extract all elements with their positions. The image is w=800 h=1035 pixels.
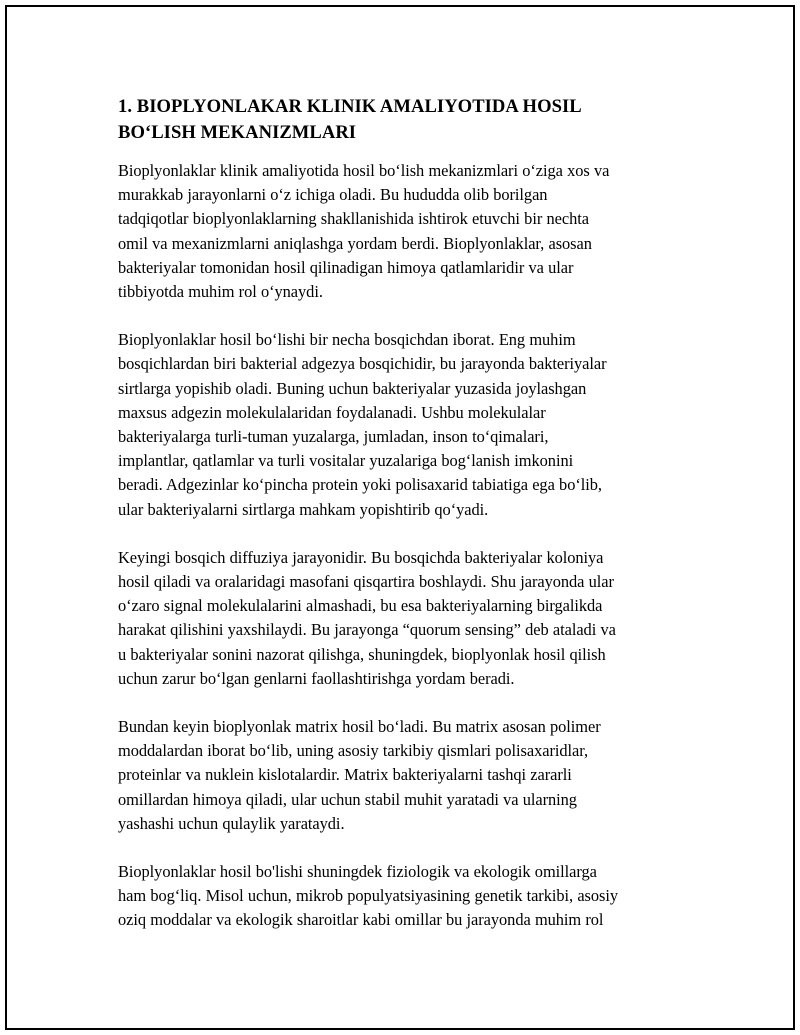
text-line: Bioplyonlaklar hosil bo‘lishi bir necha bosqichdan iborat. Eng muhim: [118, 330, 576, 350]
text-line: yashashi uchun qulaylik yarataydi.: [118, 813, 345, 833]
text-line: ham bog‘liq. Misol uchun, mikrob populyatsiyasining genetik tarkibi, asosiy: [118, 886, 618, 906]
text-line: harakat qilishini yaxshilaydi. Bu jarayonga “quorum sensing” deb ataladi va: [118, 620, 616, 640]
document-body: [118, 94, 693, 957]
text-line: omillardan himoya qiladi, ular uchun stabil muhit yaratadi va ularning: [118, 789, 577, 809]
text-line: u bakteriyalar sonini nazorat qilishga, shuningdek, bioplyonlak hosil qilish: [118, 644, 606, 664]
text-line: omil va mexanizmlarni aniqlashga yordam berdi. Bioplyonlaklar, asosan: [118, 233, 592, 253]
text-line: uchun zarur bo‘lgan genlarni faollashtirishga yordam beradi.: [118, 668, 515, 688]
text-line: maxsus adgezin molekulalaridan foydalanadi. Ushbu molekulalar: [118, 402, 546, 422]
text-line: murakkab jarayonlarni o‘z ichiga oladi. Bu hududda olib borilgan: [118, 185, 548, 205]
text-line: implantlar, qatlamlar va turli vositalar yuzalariga bog‘lanish imkonini: [118, 451, 574, 471]
text-line: Bioplyonlaklar hosil bo'lishi shuningdek fiziologik va ekologik omillarga: [118, 862, 597, 882]
text-line: hosil qiladi va oralaridagi masofani qisqartira boshlaydi. Shu jarayonda ular: [118, 572, 614, 592]
paragraph-adhesion: [118, 328, 693, 522]
paragraph-factors: [118, 860, 693, 933]
text-line: Keyingi bosqich diffuziya jarayonidir. Bu bosqichda bakteriyalar koloniya: [118, 547, 604, 567]
text-line: beradi. Adgezinlar ko‘pincha protein yoki polisaxarid tabiatiga ega bo‘lib,: [118, 475, 602, 495]
text-line: Bundan keyin bioplyonlak matrix hosil bo‘ladi. Bu matrix asosan polimer: [118, 717, 601, 737]
text-line: tadqiqotlar bioplyonlaklarning shakllanishida ishtirok etuvchi bir nechta: [118, 209, 589, 229]
paragraph-diffusion: [118, 546, 693, 691]
paragraph-matrix: [118, 715, 693, 836]
text-line: tibbiyotda muhim rol o‘ynaydi.: [118, 282, 323, 302]
text-line: o‘zaro signal molekulalarini almashadi, bu esa bakteriyalarning birgalikda: [118, 596, 603, 616]
text-line: bakteriyalarga turli-tuman yuzalarga, jumladan, inson to‘qimalari,: [118, 427, 549, 447]
paragraph-intro: [118, 159, 693, 304]
text-line: Bioplyonlaklar klinik amaliyotida hosil bo‘lish mekanizmlari o‘ziga xos va: [118, 161, 610, 180]
text-line: moddalardan iborat bo‘lib, uning asosiy tarkibiy qismlari polisaxaridlar,: [118, 741, 589, 761]
text-line: bosqichlardan biri bakterial adgezya bosqichidir, bu jarayonda bakteriyalar: [118, 354, 607, 374]
text-line: proteinlar va nuklein kislotalardir. Matrix bakteriyalarni tashqi zararli: [118, 765, 572, 785]
text-line: sirtlarga yopishib oladi. Buning uchun bakteriyalar yuzasida joylashgan: [118, 378, 587, 398]
heading-line: 1. BIOPLYONLAKAR KLINIK AMALIYOTIDA HOSIL: [118, 96, 582, 117]
text-line: ular bakteriyalarni sirtlarga mahkam yopishtirib qo‘yadi.: [118, 499, 489, 519]
heading-line: BO‘LISH MEKANIZMLARI: [118, 122, 357, 143]
text-line: oziq moddalar va ekologik sharoitlar kabi omillar bu jarayonda muhim rol: [118, 910, 604, 930]
text-line: bakteriyalar tomonidan hosil qilinadigan himoya qatlamlaridir va ular: [118, 257, 574, 277]
section-heading: [118, 94, 693, 146]
